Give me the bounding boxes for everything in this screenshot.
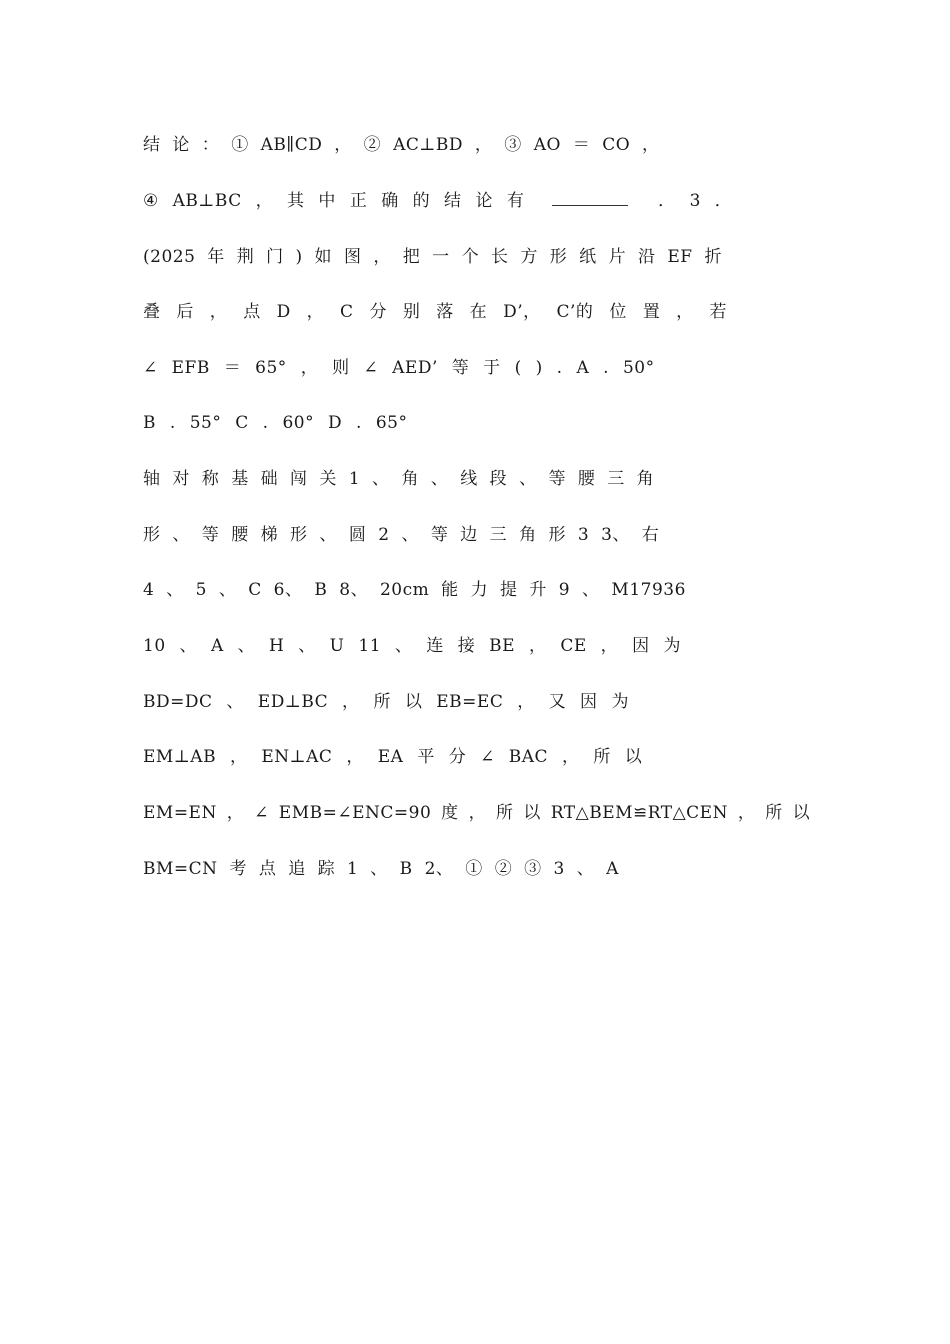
text-line-13: EM=EN ， ∠ EMB=∠ENC=90 度 ， 所 以 RT△BEM≌RT△CEN ， 所 以: [143, 803, 811, 823]
text-line-2-content: ④ AB⊥BC ， 其 中 正 确 的 结 论 有: [143, 191, 525, 211]
answer-blank: [552, 191, 628, 206]
text-line-12: EM⊥AB ， EN⊥AC ， EA 平 分 ∠ BAC ， 所 以: [143, 747, 643, 767]
text-line-11: BD=DC 、 ED⊥BC ， 所 以 EB=EC ， 又 因 为: [143, 692, 629, 712]
text-line-6: B . 55° C . 60° D . 65°: [143, 413, 408, 433]
text-line-2: [143, 189, 732, 213]
text-line-7: 轴 对 称 基 础 闯 关 1 、 角 、 线 段 、 等 腰 三 角: [143, 469, 655, 489]
text-line-9: 4 、 5 、 C 6、 B 8、 20cm 能 力 提 升 9 、 M17936: [143, 580, 686, 600]
text-line-14: BM=CN 考 点 追 踪 1 、 B 2、 ① ② ③ 3 、 A: [143, 859, 619, 879]
text-line-8: 形 、 等 腰 梯 形 、 圆 2 、 等 边 三 角 形 3 3、 右: [143, 525, 660, 545]
text-line-3: (2025 年 荆 门 ) 如 图 ， 把 一 个 长 方 形 纸 片 沿 EF 折: [143, 247, 723, 267]
text-line-5: ∠ EFB ＝ 65° ， 则 ∠ AED’ 等 于 ( ) . A . 50°: [143, 358, 655, 378]
text-line-2-tail: ． 3 ．: [658, 191, 733, 211]
text-line-4: 叠 后 ， 点 D ， C 分 别 落 在 D’， C’的 位 置 ， 若: [143, 302, 728, 322]
text-line-1: 结 论 ： ① AB∥CD ， ② AC⊥BD ， ③ AO ＝ CO ，: [143, 135, 660, 155]
text-line-10: 10 、 A 、 H 、 U 11 、 连 接 BE ， CE ， 因 为: [143, 636, 681, 656]
